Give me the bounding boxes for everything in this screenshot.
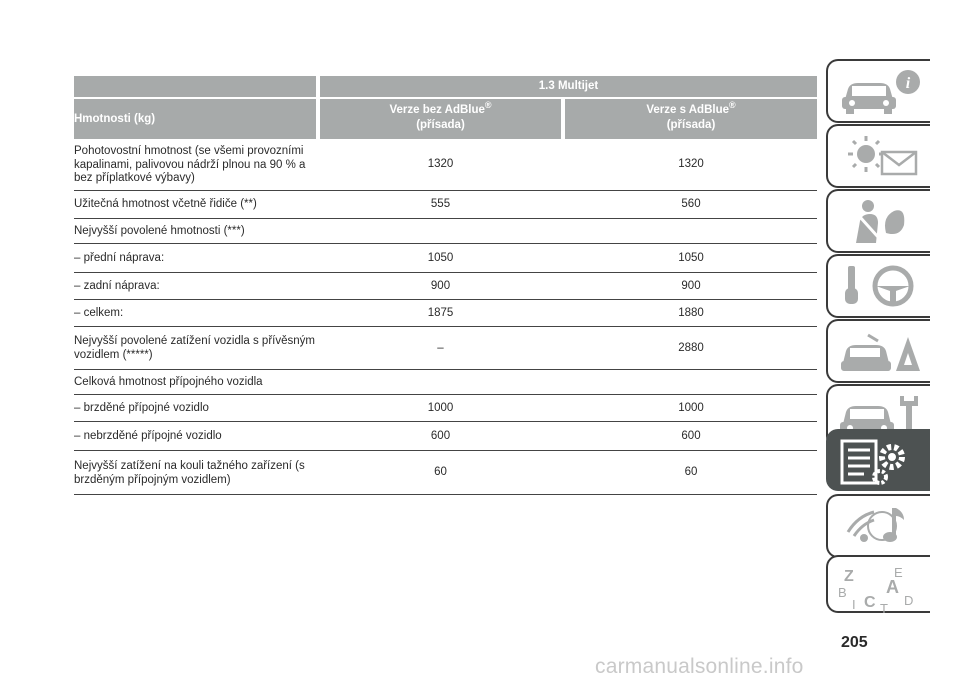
table-row (74, 300, 817, 327)
tab-emergency[interactable] (826, 319, 930, 383)
index-letter-z: Z (844, 568, 854, 585)
value-with-adblue: 1050 (678, 252, 704, 264)
value-without-adblue: 1050 (427, 252, 454, 264)
table-row (74, 327, 817, 370)
row-label: – celkem: (74, 307, 124, 319)
row-label: Nejvyšší zatížení na kouli tažného zařízení (s brzděným přípojným vozidlem) (74, 460, 305, 486)
value-with-adblue: 1000 (678, 402, 704, 414)
value-with-adblue: 900 (681, 280, 701, 292)
row-label: – zadní náprava: (74, 280, 160, 292)
index-letter-b: B (838, 585, 847, 600)
svg-text:i: i (905, 75, 911, 92)
multimedia-music-icon (838, 502, 928, 552)
value-without-adblue: 1000 (427, 402, 454, 414)
value-without-adblue: 600 (430, 430, 451, 442)
header-text: Verze s AdBlue (646, 104, 730, 116)
version-without-adblue-header (320, 99, 561, 139)
index-letter-t: T (880, 601, 888, 613)
value-without-adblue: 900 (430, 280, 451, 292)
table-row (74, 273, 817, 300)
value-without-adblue: 555 (430, 198, 451, 210)
table-row (74, 191, 817, 219)
row-label: – přední náprava: (74, 252, 165, 264)
tab-index[interactable] (826, 555, 930, 613)
tab-car-info[interactable] (826, 59, 930, 123)
value-with-adblue: 560 (681, 198, 701, 210)
value-with-adblue: 1320 (678, 158, 704, 170)
row-label: – brzděné přípojné vozidlo (74, 402, 209, 414)
key-steering-wheel-icon (838, 262, 928, 312)
header-subtext: (přísada) (416, 119, 465, 131)
version-with-adblue-header (565, 99, 817, 139)
row-label: Užitečná hmotnost včetně řidiče (**) (74, 198, 257, 210)
tab-starting-driving[interactable] (826, 254, 930, 318)
registered-mark: ® (729, 100, 736, 111)
table-row (74, 370, 817, 395)
table-group-header-row (74, 76, 817, 97)
value-without-adblue: – (437, 342, 444, 354)
row-label: Nejvyšší povolené zatížení vozidla s přívěsným vozidlem (*****) (74, 335, 315, 361)
index-letter-e: E (894, 565, 903, 580)
value-without-adblue: 1320 (427, 158, 454, 170)
row-label: Pohotovostní hmotnost (se všemi provozními kapalinami, palivovou nádrží plnou na 90 % a bez příplatkové výbavy) (74, 145, 306, 184)
row-label: Celková hmotnost přípojného vozidla (74, 376, 263, 388)
weights-column-header: Hmotnosti (kg) (74, 99, 316, 139)
header-subtext: (přísada) (666, 119, 716, 131)
header-blank-cell (74, 76, 316, 97)
row-label: Nejvyšší povolené hmotnosti (***) (74, 225, 245, 237)
index-letter-i: I (852, 597, 856, 612)
breakdown-warning-triangle-icon (838, 327, 928, 377)
table-row (74, 451, 817, 495)
tab-safety[interactable] (826, 189, 930, 253)
specifications-list-gears-icon (838, 437, 928, 487)
value-with-adblue: 1880 (678, 307, 704, 319)
table-row (74, 422, 817, 451)
table-row (74, 244, 817, 273)
table-row (74, 219, 817, 244)
table-body (74, 139, 817, 495)
table-column-header-row (74, 99, 817, 139)
value-with-adblue: 60 (684, 466, 698, 478)
engine-header: 1.3 Multijet (320, 76, 817, 97)
car-info-icon (838, 67, 928, 117)
index-letter-d: D (904, 593, 914, 608)
row-label: – nebrzděné přípojné vozidlo (74, 430, 222, 442)
index-letter-c: C (864, 594, 876, 611)
table-row (74, 139, 817, 191)
tab-technical-specifications[interactable] (826, 429, 930, 491)
index-letter-a: A (886, 577, 899, 597)
weights-table (74, 76, 817, 495)
value-without-adblue: 60 (434, 466, 447, 478)
alphabetical-index-icon (838, 563, 928, 613)
value-with-adblue: 2880 (678, 342, 704, 354)
watermark-text: carmanualsonline.info (595, 655, 804, 678)
header-text: Verze bez AdBlue (389, 104, 485, 116)
warning-lights-message-icon (838, 132, 928, 182)
value-without-adblue: 1875 (427, 307, 454, 319)
table-row (74, 395, 817, 422)
tab-multimedia[interactable] (826, 494, 930, 558)
registered-mark: ® (484, 100, 492, 111)
value-with-adblue: 600 (681, 430, 701, 442)
seatbelt-airbag-icon (838, 197, 928, 247)
page-number: 205 (841, 634, 868, 651)
tab-warning-lights[interactable] (826, 124, 930, 188)
